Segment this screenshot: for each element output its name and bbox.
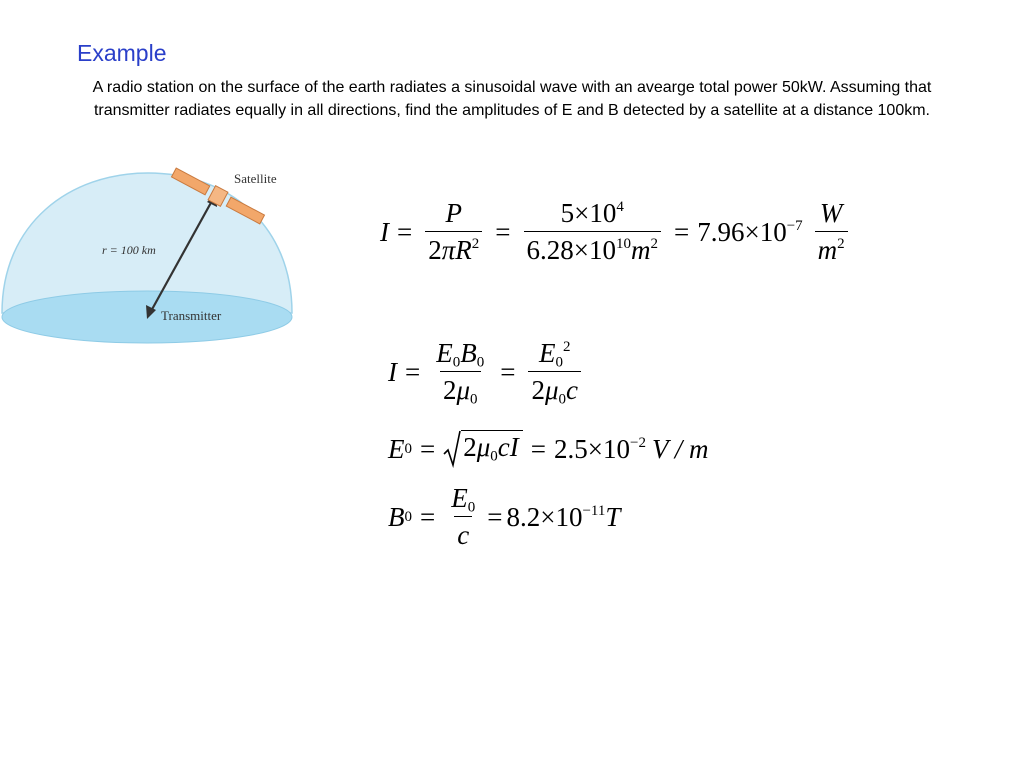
eq1-fraction-numeric: $\frac{5\times 10^4}{6.28\times 10^{10}m^2}$: [524, 200, 661, 264]
eq2-equals-2: =: [500, 356, 516, 387]
problem-statement: [12, 76, 1012, 122]
eq3-result: $2.5\times 10^{-2}$: [554, 433, 646, 464]
eq2-fraction-2: $\frac{E_0^2}{2\mu_0c}$: [528, 340, 581, 404]
eq1-equals-2: =: [495, 216, 511, 247]
equation-b-field: B 0 = $\frac{E_0}{c}$ = $8.2\times 10^{-11}$ T: [388, 483, 621, 550]
eq4-lhs: B: [388, 501, 405, 532]
eq2-equals: =: [405, 356, 421, 387]
eq4-equals: =: [420, 501, 436, 532]
eq4-unit: T: [605, 501, 621, 532]
eq1-unit: $\frac{W}{m^2}$: [815, 200, 848, 264]
radius-label: r = 100 km: [102, 243, 156, 257]
eq1-equals-3: =: [673, 216, 690, 247]
eq4-equals-2: =: [487, 501, 503, 532]
eq3-square-root: $2\mu_0cI$: [443, 430, 523, 468]
equation-intensity: [380, 200, 853, 264]
eq1-result: $7.96\times 10^{-7}$: [697, 216, 803, 247]
slide-title: Example: [77, 40, 167, 66]
transmitter-label: Transmitter: [161, 308, 222, 323]
equation-e-field: E 0 = $2\mu_0cI$ = $2.5\times 10^{-2}$ V / m: [388, 430, 708, 468]
radical-sign: [443, 430, 461, 468]
eq1-lhs: I: [380, 216, 389, 247]
eq3-equals-2: =: [530, 433, 547, 464]
satellite-label: Satellite: [234, 171, 277, 186]
eq4-result: $8.2\times 10^{-11}$: [506, 501, 606, 532]
equation-intensity-fields: [388, 338, 586, 408]
problem-line-1: A radio station on the surface of the earth radiates a sinusoidal wave with an avearge total power 50kW. Assuming that: [92, 79, 932, 96]
eq3-lhs: E: [388, 433, 405, 464]
eq1-equals: =: [397, 216, 413, 247]
problem-line-2: transmitter radiates equally in all directions, find the amplitudes of E and B detected by a satellite at a distance 100km.: [93, 102, 930, 119]
satellite-diagram: [0, 163, 300, 363]
eq1-fraction-power: $\frac{P}{2\pi R^2}$: [425, 200, 482, 264]
eq2-lhs: I: [388, 356, 397, 387]
eq4-fraction: $\frac{E_0}{c}$: [451, 483, 476, 550]
eq2-fraction-1: $\frac{E_0B_0}{2\mu_0}$: [436, 338, 485, 408]
eq3-unit: V / m: [651, 433, 709, 464]
eq3-equals: =: [420, 433, 436, 464]
